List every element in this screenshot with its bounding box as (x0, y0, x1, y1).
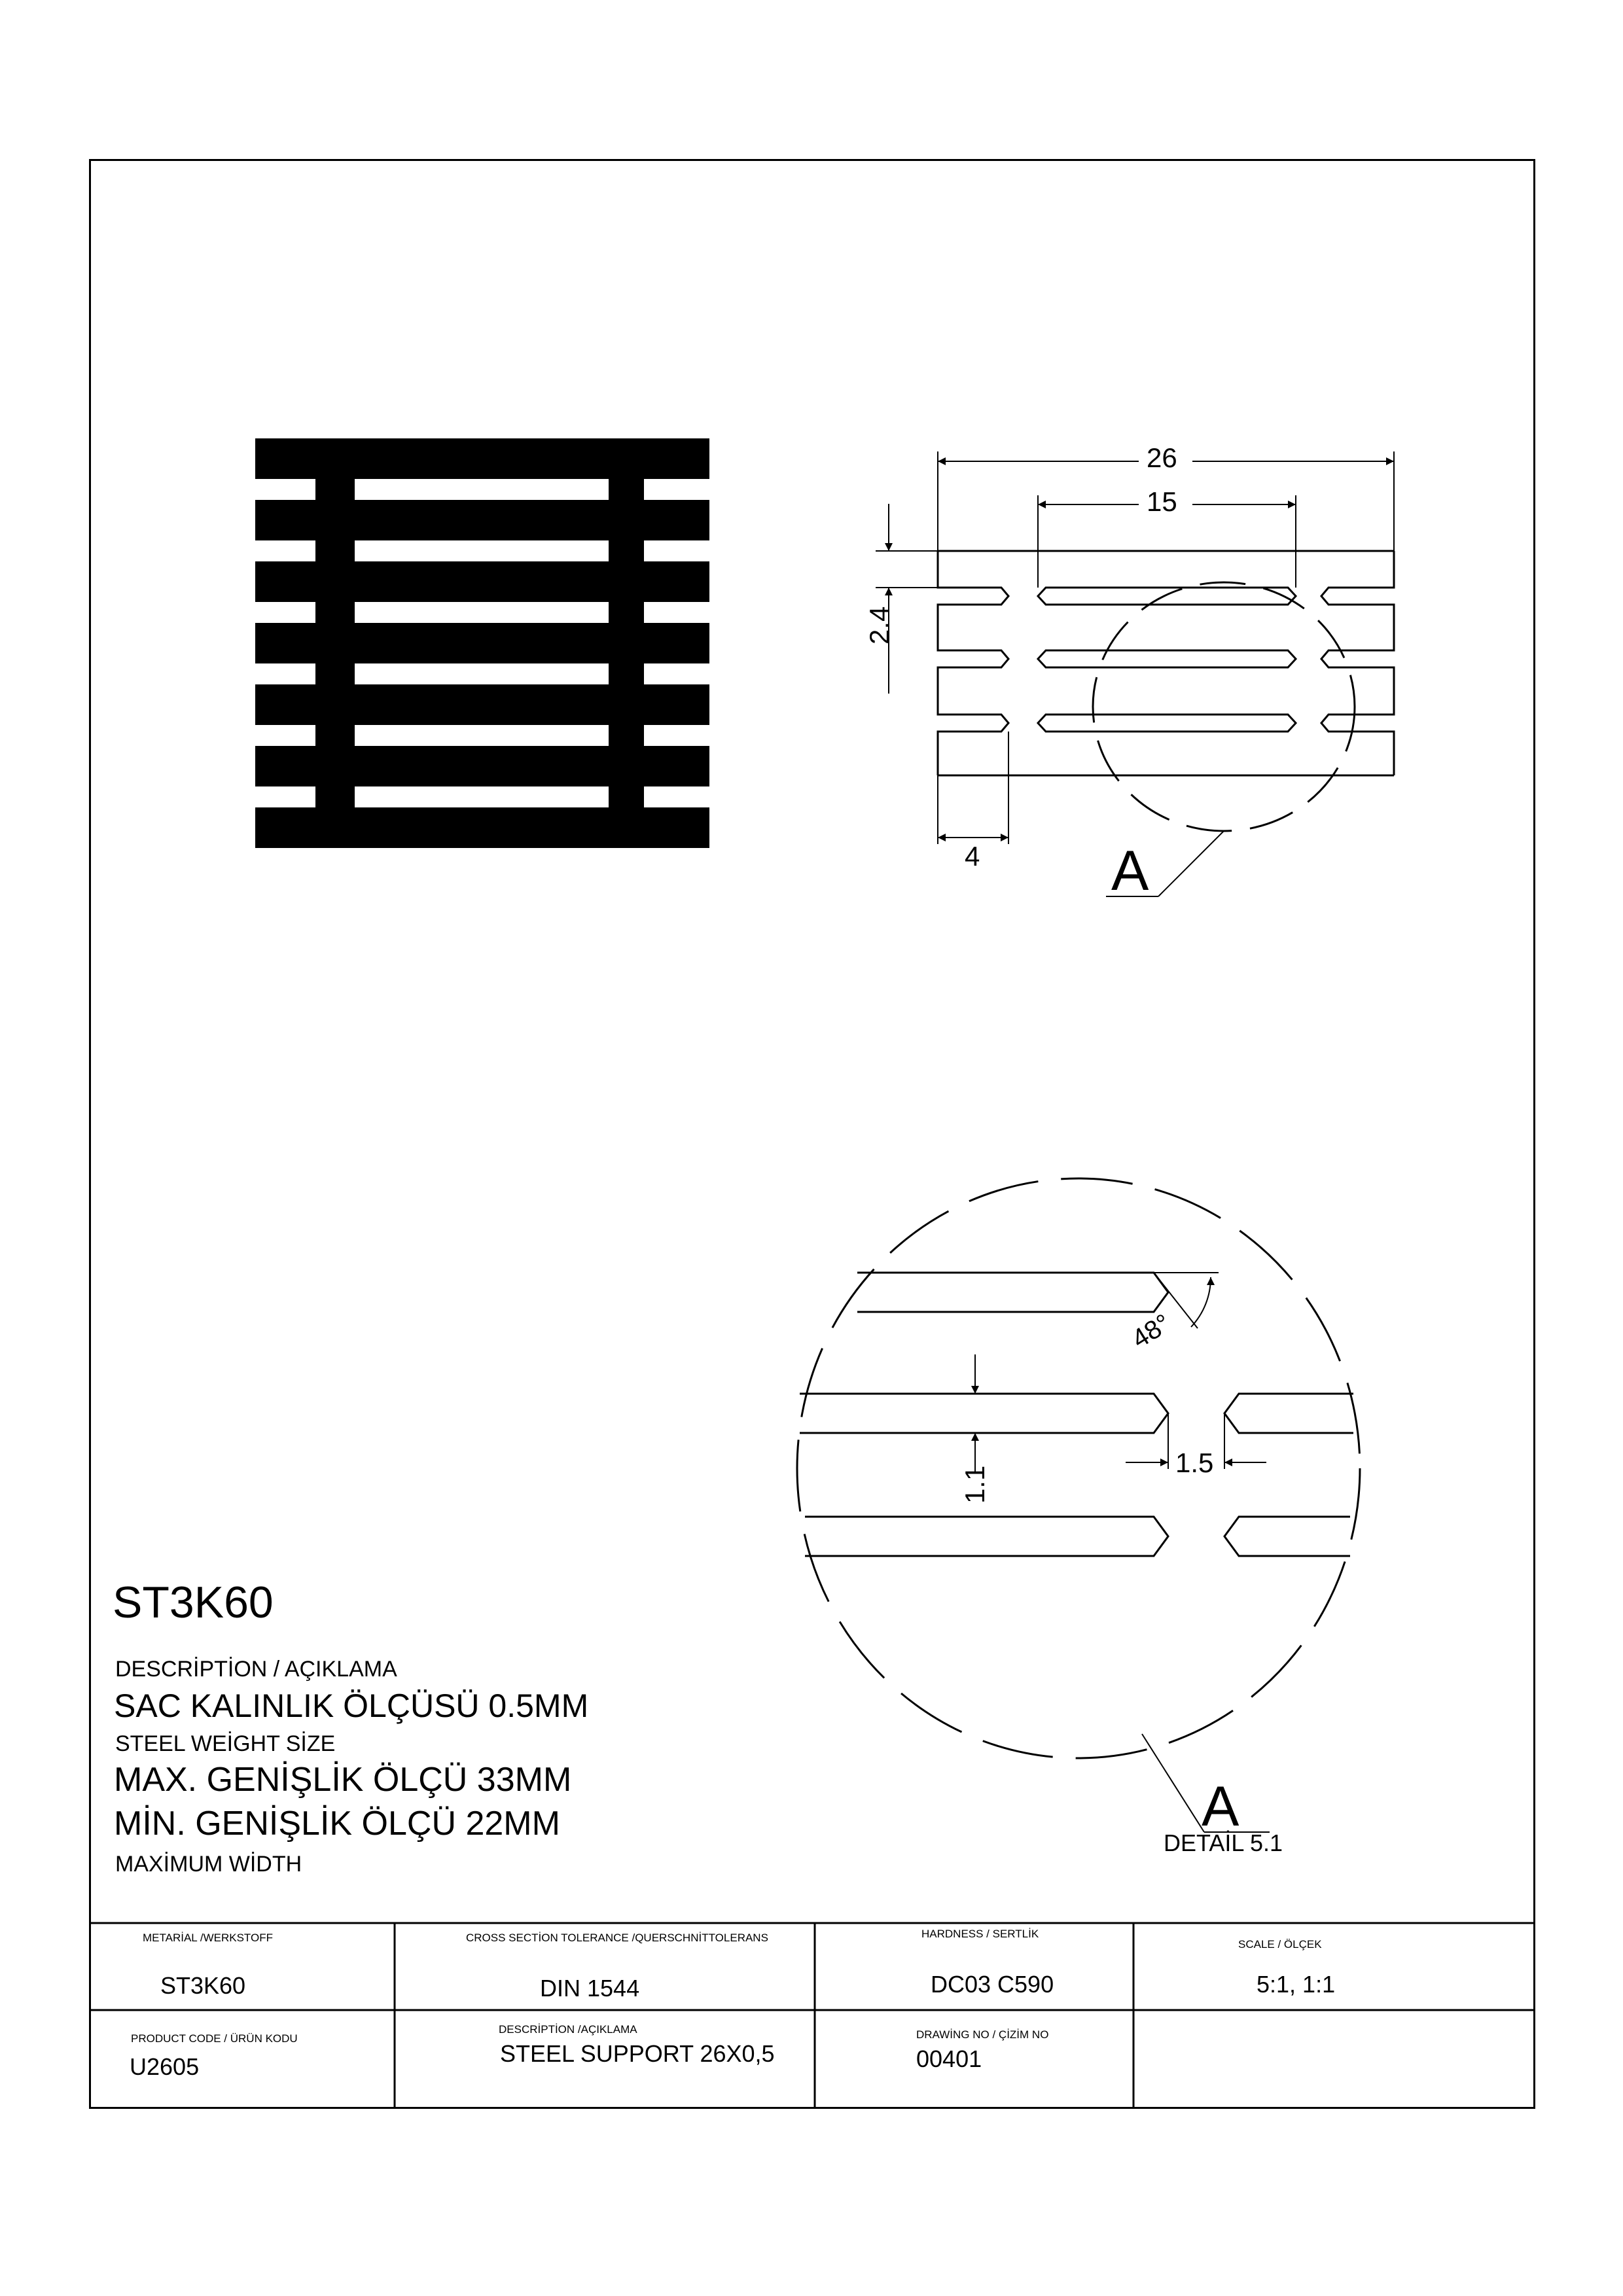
inner-slot (1038, 650, 1296, 667)
inner-slot (1038, 588, 1296, 605)
drawing-no-value: 00401 (916, 2045, 982, 2072)
dim-edge-slot: 4 (965, 841, 980, 872)
inner-slot (1038, 715, 1296, 732)
max-width-note: MAX. GENİŞLİK ÖLÇÜ 33MM (114, 1761, 572, 1799)
description-label: DESCRİPTİON / AÇIKLAMA (115, 1657, 397, 1682)
sheet-thickness-note: SAC KALINLIK ÖLÇÜSÜ 0.5MM (114, 1687, 589, 1724)
product-code-label: PRODUCT CODE / ÜRÜN KODU (131, 2032, 298, 2045)
outline-left-edge (938, 551, 1008, 775)
detail-circle-marker (1093, 582, 1355, 831)
product-code-value: U2605 (130, 2053, 200, 2080)
product-description-value: STEEL SUPPORT 26X0,5 (500, 2040, 775, 2067)
min-width-note: MİN. GENİŞLİK ÖLÇÜ 22MM (114, 1805, 560, 1843)
dim-inner-slot-length: 15 (1147, 486, 1177, 517)
outline-view (938, 551, 1394, 775)
dim-angle: 48° (1127, 1308, 1176, 1354)
drawing-no-label: DRAWİNG NO / ÇİZİM NO (916, 2028, 1049, 2041)
dimension-lines (876, 451, 1394, 896)
hardness-value: DC03 C590 (931, 1971, 1054, 1998)
detail-view (797, 1178, 1360, 1758)
tolerance-value: DIN 1544 (540, 1975, 640, 2002)
detail-slot (1224, 1517, 1350, 1556)
part-silhouette (255, 438, 709, 848)
dim-bridge-width: 1.5 (1175, 1447, 1214, 1478)
scale-value: 5:1, 1:1 (1257, 1971, 1336, 1998)
detail-caption: DETAİL 5.1 (1164, 1829, 1283, 1856)
detail-slot (1224, 1394, 1353, 1433)
product-description-label: DESCRİPTİON /AÇIKLAMA (499, 2023, 637, 2036)
detail-circle (797, 1178, 1360, 1758)
part-bar (255, 807, 709, 848)
steel-weight-label: STEEL WEİGHT SİZE (115, 1731, 336, 1756)
hardness-label: HARDNESS / SERTLİK (921, 1928, 1039, 1940)
dim-pitch: 2.4 (864, 606, 895, 645)
part-bar (255, 438, 709, 479)
material-value: ST3K60 (160, 1972, 246, 1999)
outline-right-edge (1321, 551, 1394, 775)
scale-label: SCALE / ÖLÇEK (1238, 1938, 1322, 1951)
tolerance-label: CROSS SECTİON TOLERANCE /QUERSCHNİTTOLERANS (466, 1932, 768, 1944)
detail-slot (805, 1517, 1168, 1556)
view-marker-a: A (1111, 839, 1149, 902)
detail-slot (857, 1273, 1168, 1312)
dim-overall-width: 26 (1147, 442, 1177, 473)
detail-letter: A (1202, 1775, 1240, 1838)
material-label: METARİAL /WERKSTOFF (143, 1932, 273, 1944)
detail-slot (800, 1394, 1168, 1433)
dim-slot-height: 1.1 (959, 1465, 990, 1504)
detail-dimensions (975, 1273, 1270, 1832)
maximum-width-label: MAXİMUM WİDTH (115, 1852, 302, 1877)
part-code-heading: ST3K60 (113, 1578, 274, 1627)
